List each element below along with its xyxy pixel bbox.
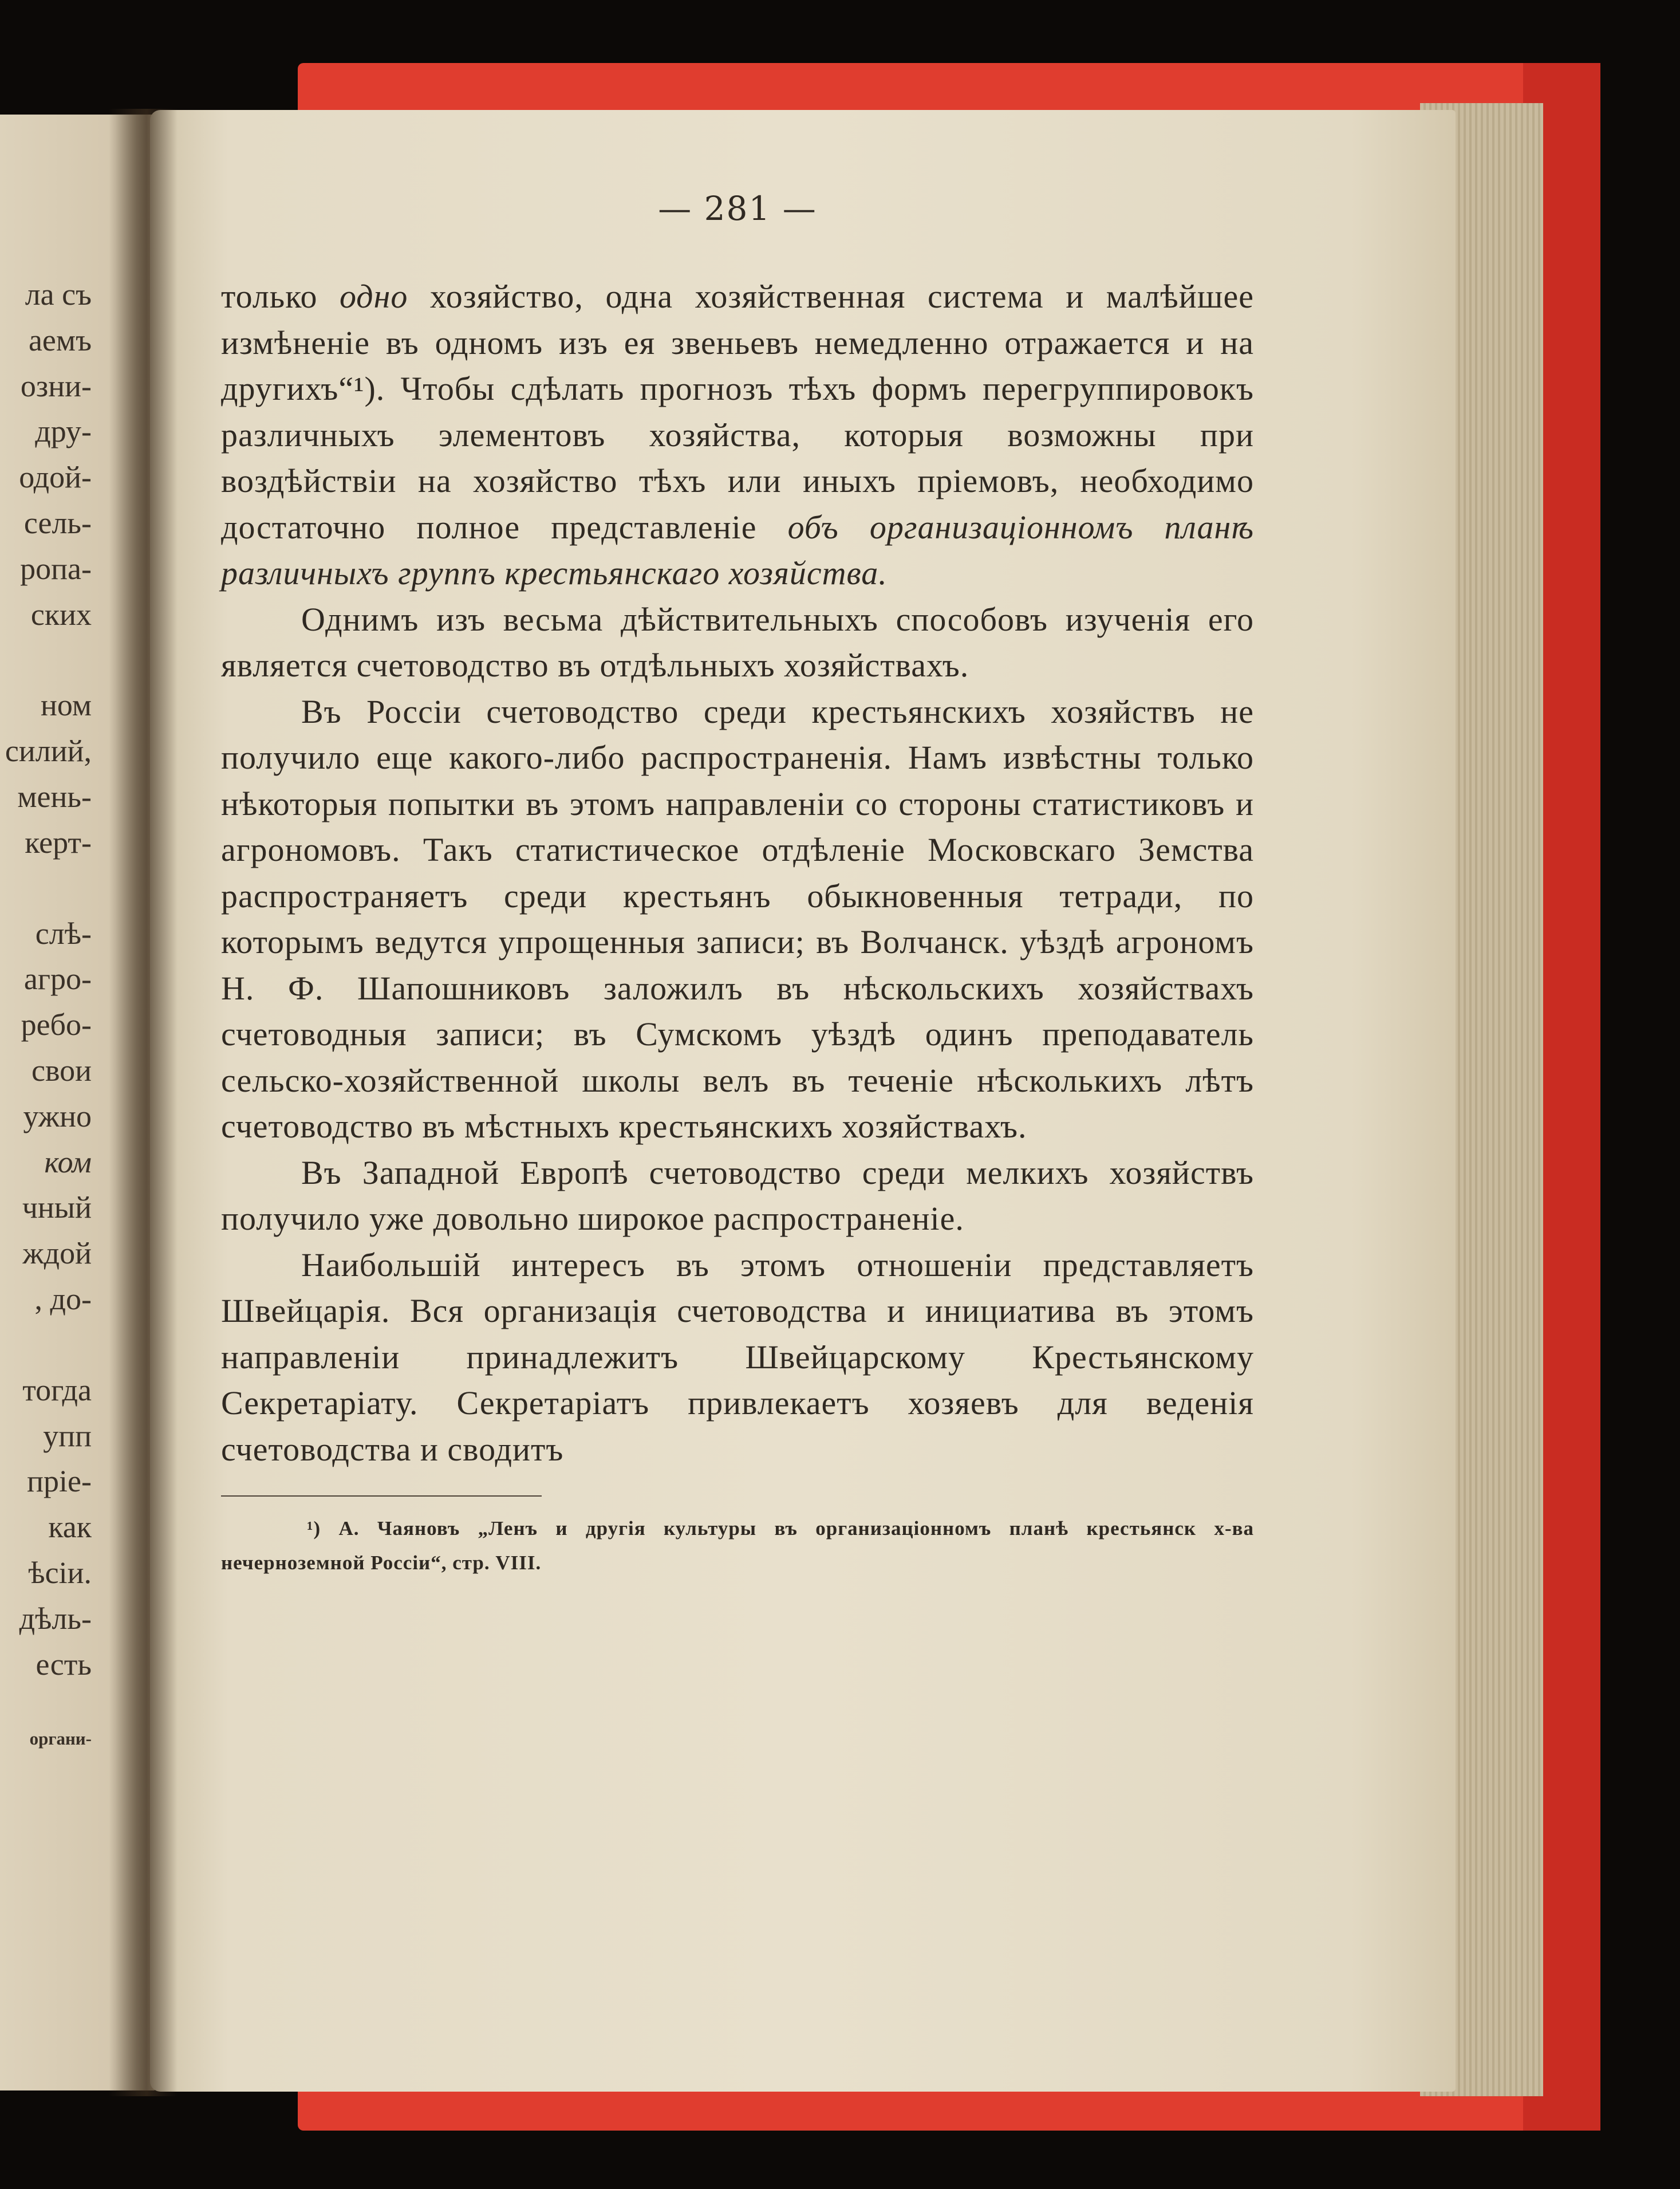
left-page-line: есть xyxy=(36,1647,92,1682)
left-page-line: одой- xyxy=(19,460,92,495)
left-page-line: агро- xyxy=(23,962,92,997)
left-page-line: сель- xyxy=(23,505,92,540)
text-run: Наибольшiй интересъ въ этомъ отношенiи представляетъ Швейцарiя. Вся организацiя счетоводства и инициатива въ этомъ направленiи принадлежитъ Швейцарскому Крестьянскому Секретарiату. Секретарiатъ привлекаетъ хозяевъ для веденiя счетоводства и сводитъ xyxy=(221,1246,1254,1468)
page-number: — 281 — xyxy=(658,189,817,228)
left-page-line: ком xyxy=(44,1144,92,1179)
text-run: только xyxy=(221,278,340,315)
paragraph xyxy=(221,689,1254,1150)
left-page-line: , до- xyxy=(34,1281,92,1316)
left-page-line xyxy=(5,866,92,911)
paragraph xyxy=(221,1242,1254,1473)
left-page-line: ужно xyxy=(23,1099,92,1133)
page-content xyxy=(221,189,1254,1580)
left-page-line: дру- xyxy=(35,414,92,449)
paragraph xyxy=(221,274,1254,597)
footnote-rule xyxy=(221,1495,542,1497)
text-run: Однимъ изъ весьма дѣйствительныхъ способовъ изученiя его является счетоводство въ отдѣльныхъ хозяйствахъ. xyxy=(221,600,1254,684)
left-page-text xyxy=(5,272,92,1762)
body-text xyxy=(221,274,1254,1473)
left-page-line: ла съ xyxy=(25,277,92,312)
paragraph xyxy=(221,1150,1254,1242)
left-page-line: озни- xyxy=(20,368,92,403)
left-page-line: ребо- xyxy=(21,1007,92,1042)
left-page-line: слѣ- xyxy=(35,916,92,951)
italic-text: одно xyxy=(340,278,408,315)
left-page-line: силий, xyxy=(5,734,92,769)
left-page-line: ских xyxy=(30,597,92,632)
left-page-line xyxy=(5,1322,92,1368)
left-page-line xyxy=(5,637,92,683)
left-page-line: дѣль- xyxy=(19,1601,92,1636)
left-page-line: ропа- xyxy=(20,551,92,586)
left-page-line: мень- xyxy=(17,779,92,814)
footnote: ¹) А. Чаяновъ „Ленъ и другiя культуры въ организацiонномъ планѣ крестьянск х-ва нечерноземной Россiи“, стр. VIII. xyxy=(221,1517,1254,1574)
text-run: Въ Западной Европѣ счетоводство среди мелкихъ хозяйствъ получило уже довольно широкое распространенiе. xyxy=(221,1153,1254,1237)
left-page-line: аемъ xyxy=(28,322,92,357)
text-run: Въ Россiи счетоводство среди крестьянскихъ хозяйствъ не получило еще какого-либо распространенiя. Намъ извѣстны только нѣкоторыя попытки въ этомъ направленiи со стороны статистиковъ и агрономовъ. Такъ статистическое отдѣленiе Московскаго Земства распространяетъ среди крестьянъ обыкновенныя тетради, по которымъ ведутся упрощенныя записи; въ Волчанск. уѣздѣ агрономъ Н. Ф. Шапошниковъ заложилъ въ нѣскольскихъ хозяйствахъ счетоводныя записи; въ Сумскомъ уѣздѣ одинъ преподаватель сельско-хозяйственной школы велъ въ теченiе нѣсколькихъ лѣтъ счетоводство въ мѣстныхъ крестьянскихъ хозяйствахъ. xyxy=(221,692,1254,1145)
left-page-line: ном xyxy=(40,688,92,723)
left-page-footnote-fragment: органи- xyxy=(29,1729,92,1749)
left-page-line: ѣсiи. xyxy=(28,1555,92,1590)
left-page-line: прiе- xyxy=(27,1464,92,1499)
left-page-line: упп xyxy=(43,1418,92,1453)
left-page-line: чный xyxy=(22,1190,92,1225)
left-page-line: ждой xyxy=(22,1236,92,1271)
text-run: хозяйство, одна хозяйственная система и малѣйшее измѣненiе въ одномъ изъ ея звеньевъ немедленно отражается и на другихъ“¹). Чтобы сдѣлать прогнозъ тѣхъ формъ перегруппировокъ различныхъ элементовъ хозяйства, которыя возможны при воздѣйствiи на хозяйство тѣхъ или иныхъ прiемовъ, необходимо достаточно полное представленiе xyxy=(221,278,1254,546)
left-page-line: свои xyxy=(31,1053,92,1088)
left-page-line: тогда xyxy=(22,1372,92,1407)
paragraph xyxy=(221,597,1254,689)
left-page-line: как xyxy=(48,1510,92,1545)
book-gutter xyxy=(109,109,178,2096)
left-page-line: керт- xyxy=(25,825,92,860)
italic-text: объ организацiонномъ планѣ различныхъ группъ крестьянскаго хозяйства. xyxy=(221,508,1255,592)
